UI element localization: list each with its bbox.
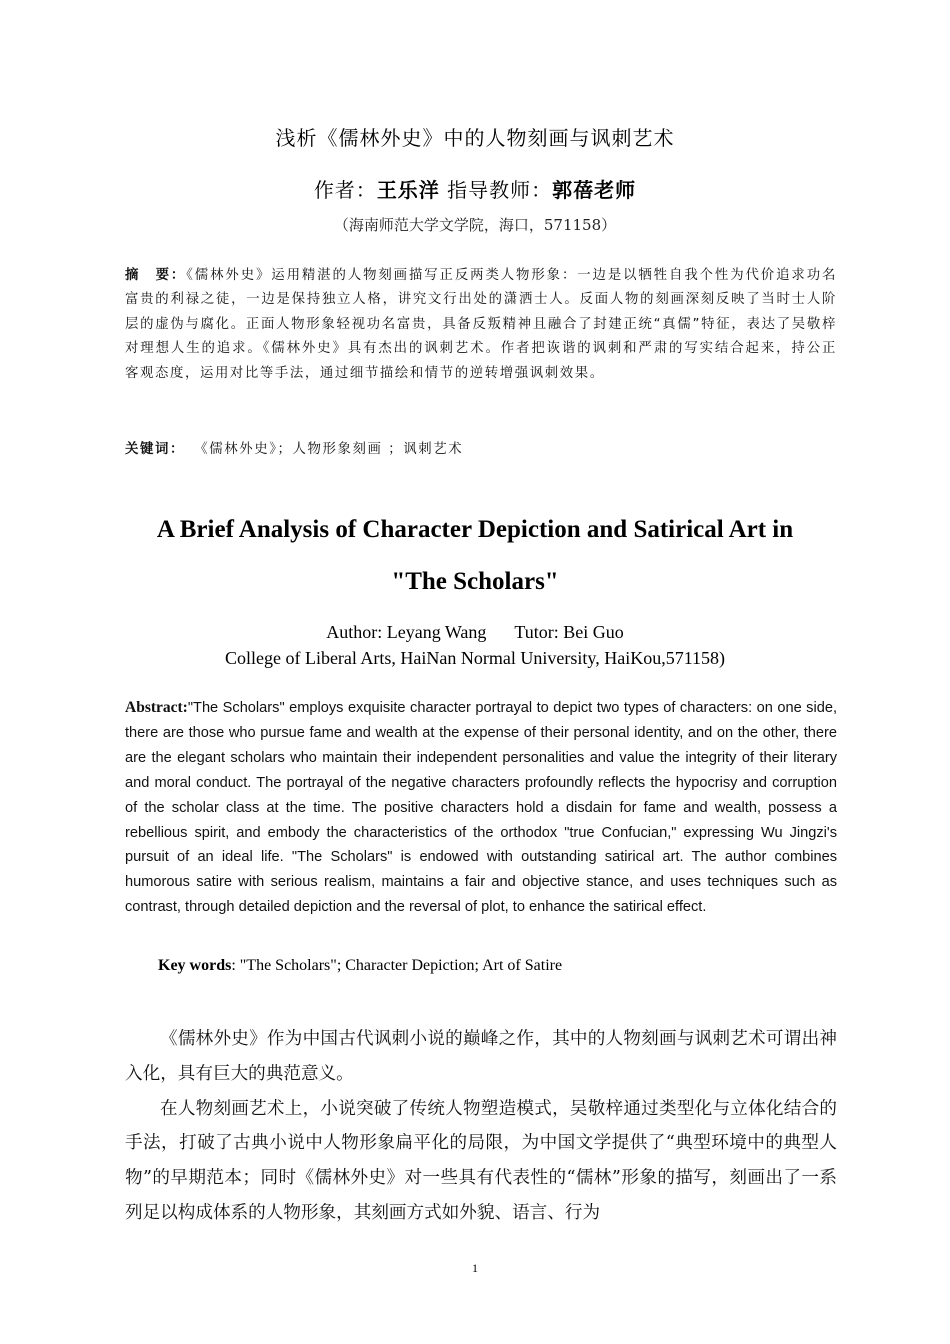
english-keywords-text: : "The Scholars"; Character Depiction; Art of Satire bbox=[231, 957, 563, 974]
chinese-author-line bbox=[0, 174, 950, 203]
english-keywords-label: Key words bbox=[158, 957, 232, 974]
tutor-name: 郭蓓老师 bbox=[552, 178, 637, 202]
chinese-affiliation: （海南师范大学文学院，海口，571158） bbox=[333, 216, 617, 234]
body-text bbox=[125, 1022, 837, 1231]
english-author: Author: Leyang Wang bbox=[326, 622, 487, 642]
english-affiliation: College of Liberal Arts, HaiNan Normal University, HaiKou,571158) bbox=[224, 648, 726, 668]
english-abstract bbox=[125, 696, 837, 920]
page-number: 1 bbox=[472, 1261, 478, 1275]
chinese-title: 浅析《儒林外史》中的人物刻画与讽刺艺术 bbox=[275, 126, 675, 150]
english-tutor: Tutor: Bei Guo bbox=[514, 622, 624, 642]
chinese-abstract bbox=[125, 264, 837, 386]
english-author-line bbox=[0, 622, 950, 643]
chinese-keywords-text: 《儒林外史》；人物形象刻画 ；讽刺艺术 bbox=[200, 442, 464, 457]
english-title-line-1: A Brief Analysis of Character Depiction and Satirical Art in bbox=[156, 516, 794, 543]
english-abstract-label: Abstract: bbox=[125, 699, 188, 716]
english-title-line-2: "The Scholars" bbox=[391, 568, 559, 595]
chinese-abstract-label: 摘 要： bbox=[125, 268, 187, 283]
chinese-keywords-label: 关键词： bbox=[125, 442, 185, 457]
body-paragraph: 在人物刻画艺术上，小说突破了传统人物塑造模式，吴敬梓通过类型化与立体化结合的手法，打破了古典小说中人物形象扁平化的局限，为中国文学提供了“典型环境中的典型人物”的早期范本；同时《儒林外史》对一些具有代表性的“儒林”形象的描写，刻画出了一系列足以构成体系的人物形象，其刻画方式如外貌、语言、行为 bbox=[125, 1098, 837, 1223]
english-abstract-text: "The Scholars" employs exquisite character portrayal to depict two types of characters: on one side, there are those who pursue fame and wealth at the expense of their personal identity, and on the other, there are the elegant scholars who maintain their independent personalities and value the integrity of their literary and moral conduct. The portrayal of the negative characters profoundly reflects the hypocrisy and corruption of the scholar class at the time. The positive characters hold a disdain for fame and wealth, possess a rebellious spirit, and embody the characteristics of the orthodox "true Confucian," expressing Wu Jingzi's pursuit of an ideal life. "The Scholars" is endowed with outstanding satirical art. The author combines humorous satire with serious realism, maintains a fair and objective stance, and uses techniques such as contrast, through detailed depiction and the reversal of plot, to enhance the satirical effect. bbox=[125, 700, 837, 916]
english-title bbox=[0, 504, 950, 608]
chinese-keywords bbox=[125, 438, 837, 457]
body-paragraph: 《儒林外史》作为中国古代讽刺小说的巅峰之作，其中的人物刻画与讽刺艺术可谓出神入化，具有巨大的典范意义。 bbox=[125, 1029, 837, 1084]
chinese-abstract-text: 《儒林外史》运用精湛的人物刻画描写正反两类人物形象：一边是以牺牲自我个性为代价追求功名富贵的利禄之徒，一边是保持独立人格，讲究文行出处的潇洒士人。反面人物的刻画深刻反映了当时士人阶层的虚伪与腐化。正面人物形象轻视功名富贵，具备反叛精神且融合了封建正统“真儒”特征，表达了吴敬梓对理想人生的追求。《儒林外史》具有杰出的讽刺艺术。作者把诙谐的讽刺和严肃的写实结合起来，持公正客观态度，运用对比等手法，通过细节描绘和情节的逆转增强讽刺效果。 bbox=[125, 268, 837, 381]
author-label: 作者： bbox=[313, 178, 377, 202]
english-keywords bbox=[158, 957, 838, 975]
author-name: 王乐洋 bbox=[376, 178, 440, 202]
tutor-label: 指导教师： bbox=[447, 178, 553, 202]
